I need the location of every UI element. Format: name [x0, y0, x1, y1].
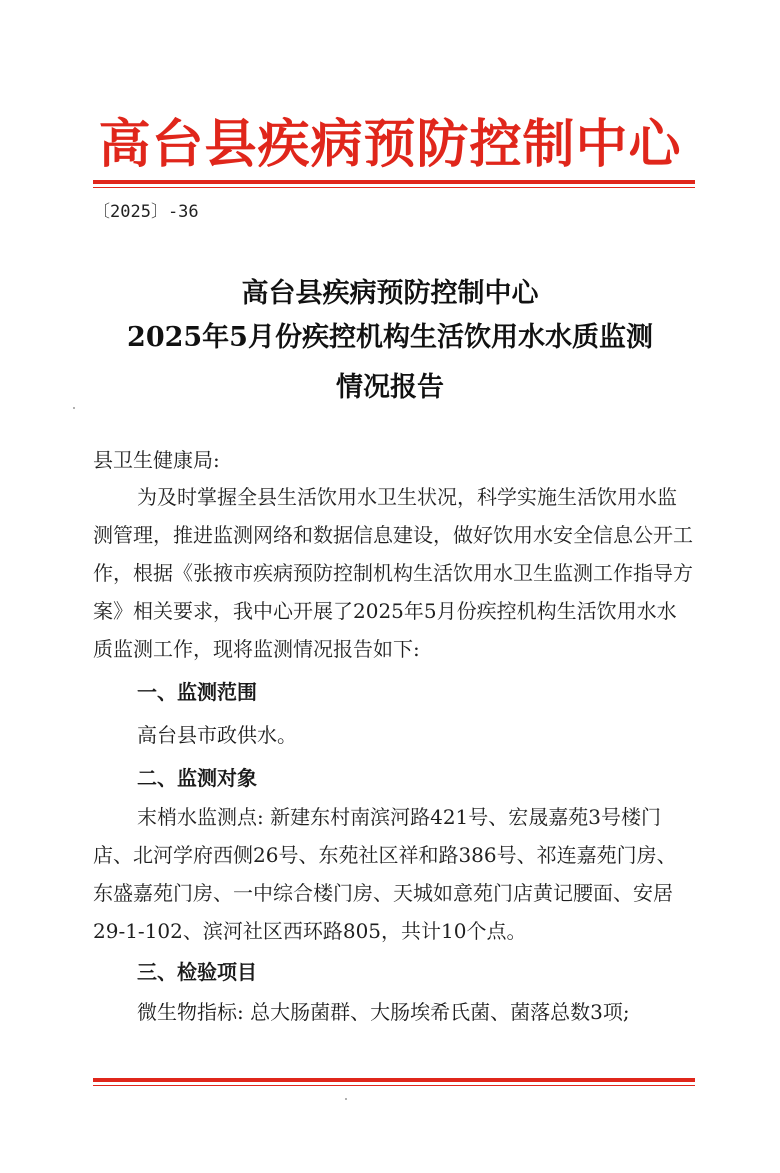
footer-red-rule-thin — [93, 1085, 695, 1086]
letterhead-red-rule-thick — [93, 180, 695, 184]
document-title — [0, 272, 780, 410]
title-line-2: 2025年5月份疾控机构生活饮用水水质监测 — [127, 322, 653, 353]
title-line-1: 高台县疾病预防控制中心 — [241, 278, 539, 309]
footer-red-rule-thick — [93, 1078, 695, 1082]
section-heading-scope: 一、监测范围 — [137, 680, 257, 704]
section-text-objects: 末梢水监测点: 新建东村南滨河路421号、宏晟嘉苑3号楼门店、北河学府西侧26号、东苑社区祥和路386号、祁连嘉苑门房、东盛嘉苑门房、一中综合楼门房、天城如意苑门店黄记腰面、安居29-1-102、滨河社区西环路805，共计10个点。 — [93, 805, 677, 943]
scan-speck — [345, 1098, 347, 1100]
section-heading-objects: 二、监测对象 — [137, 766, 257, 790]
document-number: 〔2025〕-36 — [93, 202, 199, 222]
section-text-scope: 高台县市政供水。 — [137, 723, 297, 747]
scan-speck — [73, 407, 75, 409]
letterhead-red-rule-thin — [93, 187, 695, 188]
section-text-items: 微生物指标: 总大肠菌群、大肠埃希氏菌、菌落总数3项; — [137, 1000, 630, 1024]
salutation: 县卫生健康局: — [93, 448, 220, 472]
intro-paragraph: 为及时掌握全县生活饮用水卫生状况，科学实施生活饮用水监测管理，推进监测网络和数据信息建设，做好饮用水安全信息公开工作，根据《张掖市疾病预防控制机构生活饮用水卫生监测工作指导方案》相关要求，我中心开展了2025年5月份疾控机构生活饮用水水质监测工作，现将监测情况报告如下: — [93, 485, 693, 661]
letterhead-org-name: 高台县疾病预防控制中心 — [98, 114, 682, 175]
title-line-3: 情况报告 — [336, 372, 444, 403]
section-heading-items: 三、检验项目 — [137, 960, 257, 984]
